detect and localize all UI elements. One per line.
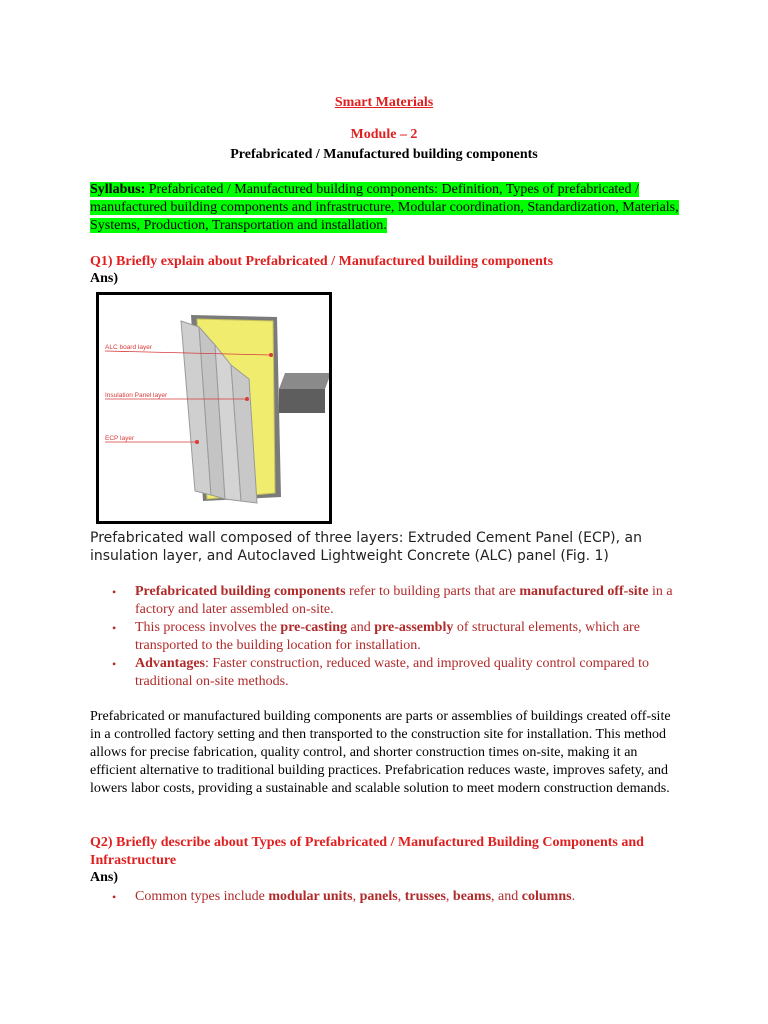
- q2-bullet-bold-1: modular units: [268, 889, 353, 904]
- q2-bullet-sep-3: ,: [445, 889, 453, 904]
- q2-bullet-bold-3: trusses: [404, 889, 446, 904]
- q2-bullet-sep-4: , and: [491, 889, 522, 904]
- bullet-glyph: •: [112, 621, 117, 635]
- question-2: Q2) Briefly describe about Types of Prefabricated / Manufactured Building Components and Infrastructure: [90, 835, 644, 868]
- syllabus-highlight: [90, 182, 679, 233]
- module-heading: Module – 2: [350, 127, 418, 142]
- bullet-1-text-2: in a factory and later assembled on-site.: [135, 584, 673, 617]
- label-alc: ALC board layer: [105, 344, 152, 351]
- bullet-2-text-2: of structural elements, which are transported to the building location for installation.: [135, 620, 640, 653]
- q1-bullet-2: [112, 619, 682, 655]
- bullet-2-text-0: This process involves the: [135, 620, 281, 635]
- bullet-2-bold-2: pre-assembly: [374, 620, 454, 635]
- bullet-glyph: •: [112, 657, 117, 671]
- bullet-2-bold-1: pre-casting: [280, 620, 348, 635]
- q2-bullet-list: [112, 888, 682, 906]
- figure-caption: Prefabricated wall composed of three layers: Extruded Cement Panel (ECP), an insulation layer, and Autoclaved Lightweight Concrete (ALC) panel (Fig. 1): [90, 530, 642, 564]
- q2-bullet-1: [112, 888, 682, 906]
- q1-paragraph: Prefabricated or manufactured building components are parts or assemblies of buildings created off-site in a controlled factory setting and then transported to the construction site for installation. This method allows for precise fabrication, quality control, and shorter construction times on-site, making it an efficient alternative to traditional building practices. Prefabrication reduces waste, improves safety, and lowers labor costs, providing a sustainable and scalable solution to meet modern construction demands.: [90, 709, 671, 796]
- syllabus-block: [90, 181, 680, 235]
- bullet-1-bold-1: Prefabricated building components: [135, 584, 346, 599]
- q2-bullet-bold-5: columns: [521, 889, 572, 904]
- bullet-glyph: •: [112, 890, 117, 904]
- q1-bullet-3: [112, 655, 682, 691]
- wall-diagram: [99, 295, 329, 521]
- q2-bullet-sep-5: .: [571, 889, 576, 904]
- q2-bullet-bold-4: beams: [452, 889, 492, 904]
- structure-top: [279, 373, 329, 389]
- syllabus-label: Syllabus:: [90, 182, 146, 197]
- question-1: Q1) Briefly explain about Prefabricated / Manufactured building components: [90, 254, 554, 269]
- answer-2-label: Ans): [90, 870, 119, 885]
- wall-figure: [96, 292, 332, 524]
- document-title: Smart Materials: [334, 95, 434, 110]
- q2-bullet-bold-2: panels: [359, 889, 398, 904]
- structure-face: [279, 389, 325, 413]
- module-subtitle: Prefabricated / Manufactured building components: [230, 147, 538, 162]
- syllabus-line-2: / manufactured building components and infrastructure, Modular coordination, Standardization,: [90, 182, 639, 215]
- q1-bullet-list: [112, 583, 682, 691]
- leader-dot-ecp: [195, 440, 199, 444]
- leader-dot-alc: [269, 353, 273, 357]
- bullet-3-text-1: : Faster construction, reduced waste, and improved quality control compared to traditional on-site methods.: [135, 656, 649, 689]
- q2-bullet-sep-2: ,: [397, 889, 405, 904]
- answer-1-label: Ans): [90, 271, 119, 286]
- syllabus-line-3: Materials, Systems, Production, Transportation and installation.: [90, 200, 679, 233]
- bullet-glyph: •: [112, 585, 117, 599]
- label-ecp: ECP layer: [105, 435, 135, 442]
- leader-dot-insulation: [245, 397, 249, 401]
- bullet-3-bold-1: Advantages: [135, 656, 206, 671]
- bullet-1-bold-2: manufactured off-site: [519, 584, 649, 599]
- bullet-1-text-1: refer to building parts that are: [345, 584, 520, 599]
- bullet-2-text-1: and: [347, 620, 375, 635]
- q2-bullet-text-0: Common types include: [135, 889, 269, 904]
- q2-bullet-sep-1: ,: [352, 889, 360, 904]
- syllabus-line-1: Prefabricated / Manufactured building components: Definition, Types of prefabricated: [145, 182, 632, 197]
- label-insulation: Insulation Panel layer: [105, 392, 168, 399]
- q1-bullet-1: [112, 583, 682, 619]
